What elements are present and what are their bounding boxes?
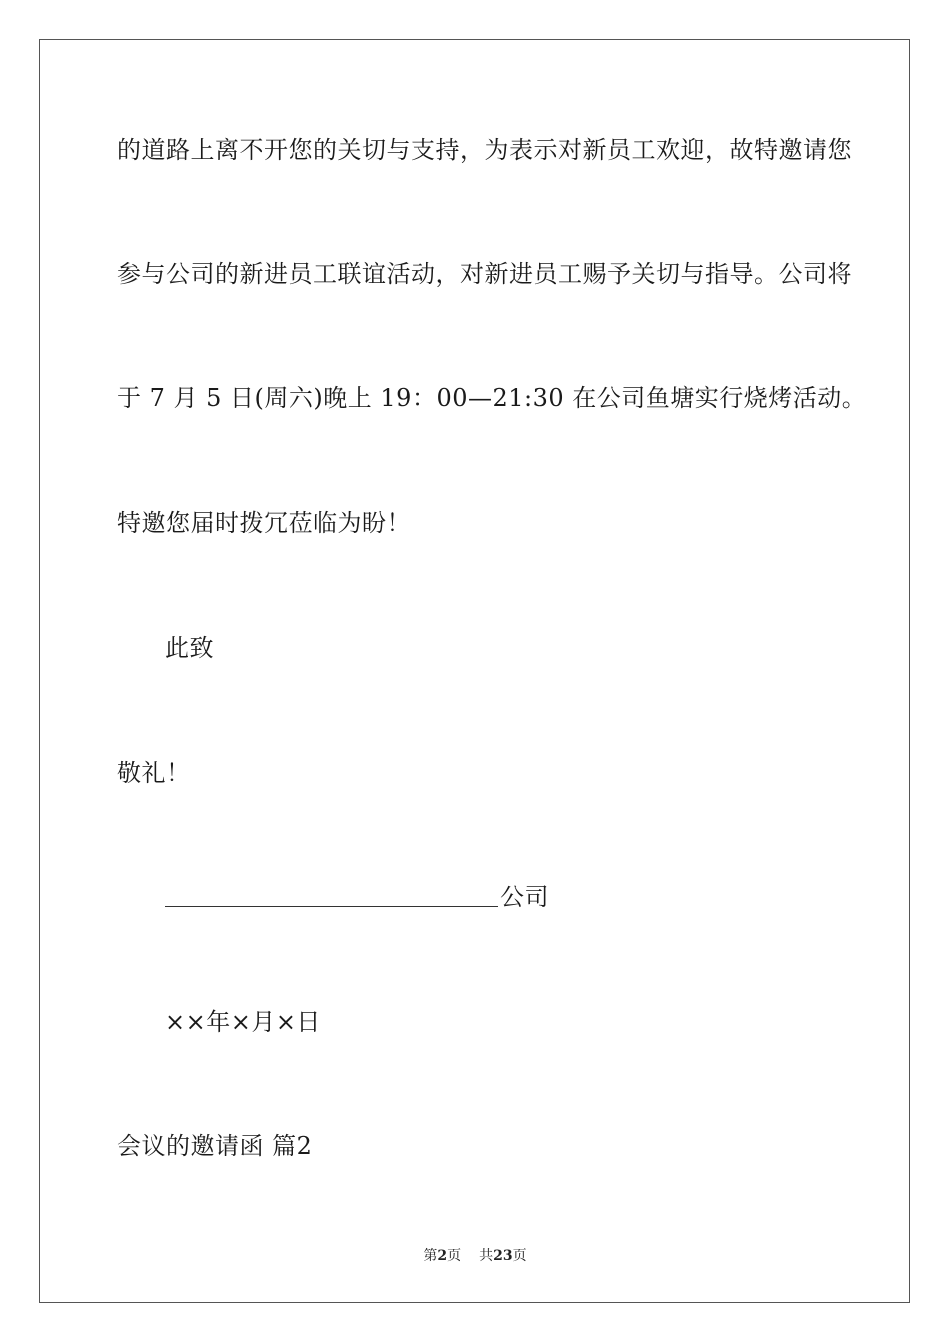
page-current-number: 2 [437,1248,448,1264]
body-line-2: 参与公司的新进员工联谊活动，对新进员工赐予关切与指导。公司将 [117,260,852,288]
page-footer [0,1247,950,1265]
signature-line [165,882,549,912]
body-line-1: 的道路上离不开您的关切与支持，为表示对新员工欢迎，故特邀请您 [117,136,852,164]
total-prefix: 共 [479,1248,494,1264]
page-prefix: 第 [423,1248,438,1264]
signature-date: ××年×月×日 [165,1008,321,1036]
page-total-number: 23 [493,1248,513,1264]
section-heading: 会议的邀请函 篇2 [117,1132,313,1160]
page-border [39,39,910,1303]
salutation: 敬礼！ [117,759,191,787]
total-suffix: 页 [512,1248,527,1264]
body-line-4: 特邀您届时拨冗莅临为盼！ [117,509,411,537]
company-suffix: 公司 [500,883,549,911]
closing-phrase: 此致 [165,634,214,662]
page-mid: 页 [447,1248,462,1264]
body-line-3: 于 7 月 5 日(周六)晚上 19：00—21:30 在公司鱼塘实行烧烤活动。 [117,384,867,412]
company-name-blank [165,882,498,907]
